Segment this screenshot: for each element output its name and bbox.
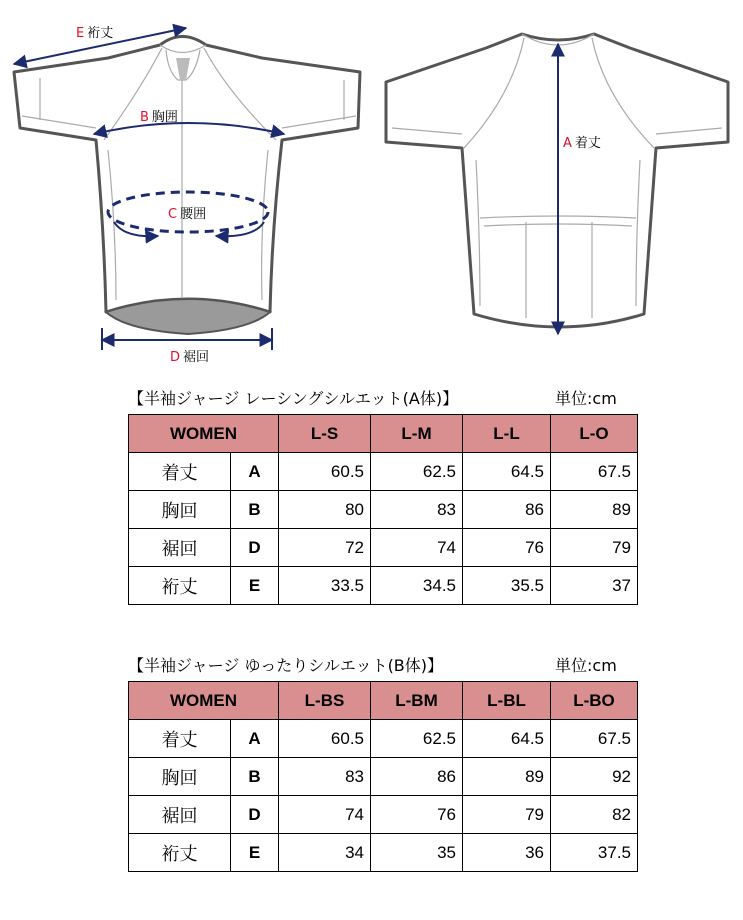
front-jersey xyxy=(14,37,360,313)
jersey-drawing xyxy=(0,0,743,380)
row-code: A xyxy=(231,720,279,758)
row-code: B xyxy=(231,491,279,529)
row-name: 裄丈 xyxy=(129,567,231,605)
value-cell: 74 xyxy=(279,796,371,834)
group-header: WOMEN xyxy=(129,415,279,453)
value-cell: 35.5 xyxy=(463,567,551,605)
table-row xyxy=(129,796,638,834)
value-cell: 92 xyxy=(551,758,638,796)
value-cell: 76 xyxy=(463,529,551,567)
table-row xyxy=(129,567,638,605)
value-cell: 86 xyxy=(463,491,551,529)
value-cell: 82 xyxy=(551,796,638,834)
table-header-row xyxy=(129,682,638,720)
label-c: C 腰囲 xyxy=(168,207,207,222)
value-cell: 79 xyxy=(551,529,638,567)
value-cell: 67.5 xyxy=(551,453,638,491)
value-cell: 37 xyxy=(551,567,638,605)
table1-unit: 単位:cm xyxy=(555,389,617,408)
value-cell: 36 xyxy=(463,834,551,872)
value-cell: 64.5 xyxy=(463,453,551,491)
value-cell: 80 xyxy=(279,491,371,529)
table-row xyxy=(129,529,638,567)
table-row xyxy=(129,491,638,529)
size-table-a xyxy=(128,414,638,605)
size-header: L-L xyxy=(463,415,551,453)
table-row xyxy=(129,758,638,796)
table-row xyxy=(129,453,638,491)
table1-title: 【半袖ジャージ レーシングシルエット(A体)】 xyxy=(128,389,459,408)
value-cell: 64.5 xyxy=(463,720,551,758)
row-name: 胸回 xyxy=(129,491,231,529)
row-name: 裾回 xyxy=(129,529,231,567)
row-code: B xyxy=(231,758,279,796)
value-cell: 60.5 xyxy=(279,453,371,491)
row-code: A xyxy=(231,453,279,491)
value-cell: 83 xyxy=(371,491,463,529)
value-cell: 60.5 xyxy=(279,720,371,758)
value-cell: 72 xyxy=(279,529,371,567)
row-name: 裾回 xyxy=(129,796,231,834)
value-cell: 34.5 xyxy=(371,567,463,605)
table2-title: 【半袖ジャージ ゆったりシルエット(B体)】 xyxy=(128,656,444,675)
jersey-measurement-diagram xyxy=(0,0,743,380)
group-header: WOMEN xyxy=(129,682,279,720)
value-cell: 76 xyxy=(371,796,463,834)
size-header: L-BM xyxy=(371,682,463,720)
value-cell: 89 xyxy=(463,758,551,796)
table-header-row xyxy=(129,415,638,453)
size-header: L-BS xyxy=(279,682,371,720)
row-code: E xyxy=(231,567,279,605)
label-d: D 裾回 xyxy=(170,350,210,365)
row-code: D xyxy=(231,796,279,834)
value-cell: 37.5 xyxy=(551,834,638,872)
size-header: L-S xyxy=(279,415,371,453)
value-cell: 34 xyxy=(279,834,371,872)
row-name: 着丈 xyxy=(129,720,231,758)
value-cell: 67.5 xyxy=(551,720,638,758)
value-cell: 89 xyxy=(551,491,638,529)
row-name: 着丈 xyxy=(129,453,231,491)
label-b: B 胸囲 xyxy=(140,110,178,125)
value-cell: 79 xyxy=(463,796,551,834)
row-name: 裄丈 xyxy=(129,834,231,872)
label-a: A 着丈 xyxy=(563,136,601,151)
row-code: E xyxy=(231,834,279,872)
size-header: L-BO xyxy=(551,682,638,720)
row-code: D xyxy=(231,529,279,567)
value-cell: 74 xyxy=(371,529,463,567)
size-header: L-M xyxy=(371,415,463,453)
table2-unit: 単位:cm xyxy=(555,656,617,675)
label-e: E 裄丈 xyxy=(76,26,114,41)
table-row xyxy=(129,720,638,758)
value-cell: 62.5 xyxy=(371,720,463,758)
value-cell: 35 xyxy=(371,834,463,872)
value-cell: 83 xyxy=(279,758,371,796)
table-row xyxy=(129,834,638,872)
size-header: L-O xyxy=(551,415,638,453)
value-cell: 62.5 xyxy=(371,453,463,491)
row-name: 胸回 xyxy=(129,758,231,796)
value-cell: 86 xyxy=(371,758,463,796)
value-cell: 33.5 xyxy=(279,567,371,605)
size-header: L-BL xyxy=(463,682,551,720)
size-table-b xyxy=(128,681,638,872)
